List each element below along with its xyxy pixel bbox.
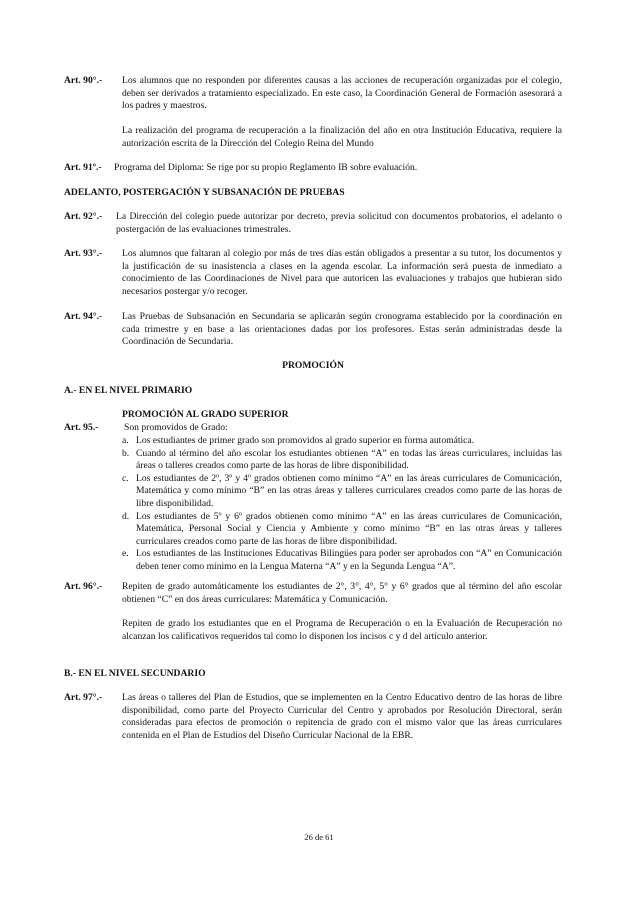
- section-heading-adelanto: ADELANTO, POSTERGACIÓN Y SUBSANACIÓN DE PRUEBAS: [64, 187, 345, 198]
- list-item-text: Cuando al término del año escolar los estudiantes obtienen “A” en todas las áreas curriculares, incluidas las áreas o talleres creados como parte de las horas de libre disponibilidad.: [136, 447, 562, 472]
- list-item-letter: e.: [122, 548, 129, 560]
- subheading-grado-superior: PROMOCIÓN AL GRADO SUPERIOR: [122, 409, 289, 420]
- list-item: [122, 473, 562, 511]
- list-item: [122, 511, 562, 549]
- article-text: Las áreas o talleres del Plan de Estudios, que se implementen en la Centro Educativo dentro de las horas de libre disponibilidad, como parte del Proyecto Curricular del Centro y aprobados por Resolución Directoral, serán consideradas para efectos de promoción o repitencia de grado con el mismo valor que las áreas curriculares contenida en el Plan de Estudios del Diseño Curricular Nacional de la EBR.: [122, 692, 562, 741]
- article-96: [64, 581, 562, 606]
- article-94: [64, 311, 562, 349]
- article-text: Repiten de grado automáticamente los estudiantes de 2°, 3°, 4°, 5° y 6° grados que al término del año escolar obtienen “C” en dos áreas curriculares: Matemática y Comunicación.: [122, 581, 562, 605]
- article-text: Los alumnos que faltaran al colegio por más de tres días están obligados a presentar a su tutor, los documentos y la justificación de su inasistencia a clases en la agenda escolar. La información será puesta de inmediato a conocimiento de las Coordinaciones de Nivel para que autoricen las evaluaciones y trabajos que hubieran sido necesarios postergar y/o recoger.: [122, 248, 562, 297]
- article-90-paragraph-2: La realización del programa de recuperación a la finalización del año en otra Institución Educativa, requiere la autorización escrita de la Dirección del Colegio Reina del Mundo: [122, 125, 562, 149]
- article-91: [64, 162, 562, 175]
- article-92: [64, 211, 562, 236]
- section-heading-promocion: PROMOCIÓN: [282, 360, 344, 371]
- list-item-letter: b.: [122, 447, 130, 459]
- subsection-heading-secundaria: B.- EN EL NIVEL SECUNDARIO: [64, 668, 206, 679]
- page-number: 26 de 61: [304, 832, 334, 842]
- article-90: [64, 75, 562, 113]
- article-text: Programa del Diploma: Se rige por su propio Reglamento IB sobre evaluación.: [114, 162, 418, 173]
- list-item-text: Los estudiantes de las Instituciones Educativas Bilingües para poder ser aprobados con “A” en Comunicación deben tener como mínimo en la Lengua Materna “A” y en la Segunda Lengua “A”.: [136, 548, 562, 572]
- article-label: Art. 94°.-: [64, 311, 103, 322]
- list-item: [122, 435, 562, 448]
- article-label: Art. 96°.-: [64, 581, 103, 592]
- article-label: Art. 97°.-: [64, 692, 103, 703]
- article-label: Art. 93°.-: [64, 248, 103, 259]
- list-item-letter: c.: [122, 472, 129, 484]
- article-label: Art. 95.-: [64, 422, 99, 433]
- article-label: Art. 92°.-: [64, 211, 103, 222]
- promotion-criteria-list: [122, 435, 562, 574]
- list-item-text: Los estudiantes de primer grado son promovidos al grado superior en forma automática.: [136, 435, 475, 446]
- article-label: Art. 90°.-: [64, 75, 103, 86]
- article-text: Los alumnos que no responden por diferentes causas a las acciones de recuperación organizadas por el colegio, deben ser derivados a tratamiento especializado. En este caso, la Coordinación General de Formación asesorará a los padres y maestros.: [122, 75, 562, 112]
- article-label: Art. 91º.-: [64, 162, 102, 173]
- article-text: Las Pruebas de Subsanación en Secundaria se aplicarán según cronograma establecido por la coordinación en cada trimestre y en base a las orientaciones dadas por los profesores. Estas serán administradas desde la Coordinación de Secundaria.: [122, 311, 562, 348]
- article-intro: Son promovidos de Grado:: [124, 422, 228, 433]
- article-95: [64, 422, 562, 435]
- article-text: La Dirección del colegio puede autorizar por decreto, previa solicitud con documentos probatorios, el adelanto o postergación de las evaluaciones trimestrales.: [116, 211, 562, 235]
- subsection-heading-primaria: A.- EN EL NIVEL PRIMARIO: [64, 385, 193, 396]
- list-item-text: Los estudiantes de 2º, 3º y 4º grados obtienen como mínimo “A” en las áreas curriculares de Comunicación, Matemática y como mínimo “B” en las otras áreas y talleres curriculares creados como parte de las horas de libre disponibilidad.: [136, 472, 562, 509]
- list-item-letter: a.: [122, 435, 129, 446]
- list-item: [122, 548, 562, 573]
- list-item: [122, 448, 562, 473]
- list-item-text: Los estudiantes de 5º y 6º grados obtienen como mínimo “A” en las áreas curriculares de Comunicación, Matemática, Personal Social y Ciencia y Ambiente y como mínimo “B” en las otras áreas y talleres curriculares creados como parte de las horas de libre disponibilidad.: [136, 510, 562, 547]
- list-item-letter: d.: [122, 510, 130, 522]
- article-96-paragraph-2: Repiten de grado los estudiantes que en el Programa de Recuperación o en la Evaluación de Recuperación no alcanzan los calificativos requeridos tal como lo disponen los incisos c y d del artículo anterior.: [122, 618, 562, 642]
- article-97: [64, 692, 562, 742]
- article-93: [64, 248, 562, 298]
